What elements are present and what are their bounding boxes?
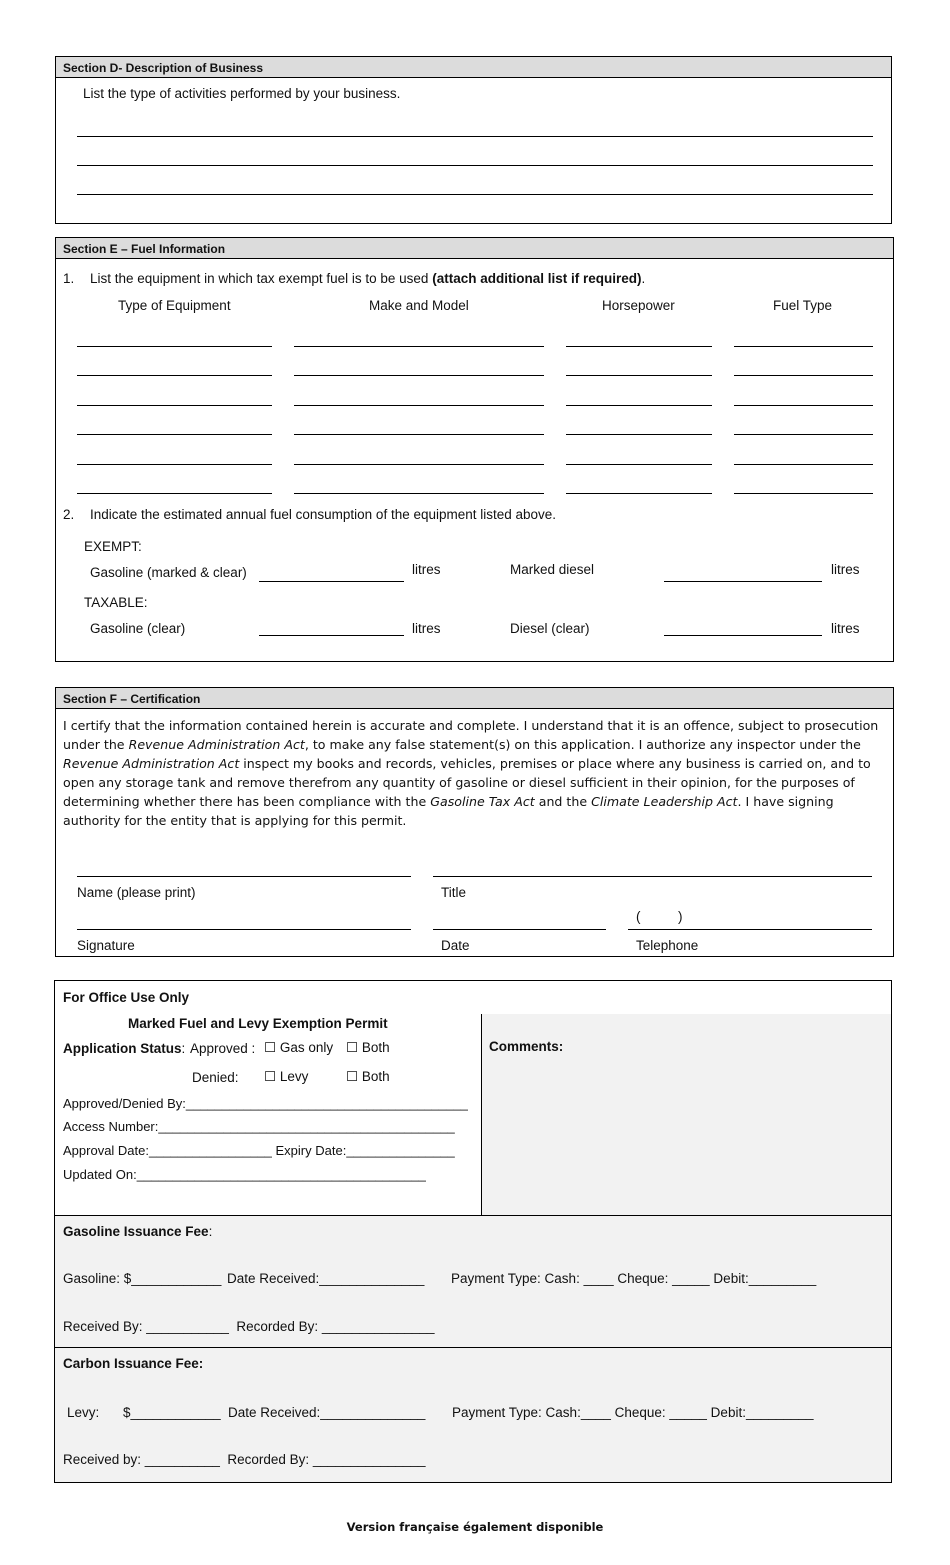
- col-type-of-equipment: Type of Equipment: [118, 298, 231, 313]
- equipment-row-6-make[interactable]: [294, 493, 544, 494]
- taxable-diesel-unit: litres: [831, 621, 860, 636]
- taxable-diesel-label: Diesel (clear): [510, 621, 590, 636]
- approved-gas-only-checkbox[interactable]: ☐ Gas only: [264, 1040, 334, 1055]
- activity-line-3[interactable]: [77, 194, 873, 195]
- gasoline-payment-type[interactable]: Payment Type: Cash: ____ Cheque: _____ Debit:_________: [451, 1271, 817, 1286]
- equipment-row-2-make[interactable]: [294, 375, 544, 376]
- gasoline-fee-panel: [55, 1215, 891, 1348]
- section-d: [55, 56, 892, 224]
- q1-number: 1.: [63, 271, 75, 286]
- taxable-diesel-field[interactable]: [664, 635, 822, 636]
- exempt-label: EXEMPT:: [84, 539, 142, 554]
- carbon-fee-title: Carbon Issuance Fee:: [63, 1356, 204, 1371]
- comments-label: Comments:: [489, 1039, 564, 1054]
- title-field[interactable]: [433, 876, 872, 877]
- equipment-row-4-hp[interactable]: [566, 434, 712, 435]
- exempt-diesel-unit: litres: [831, 562, 860, 577]
- equipment-row-4-make[interactable]: [294, 434, 544, 435]
- section-e-title: Section E – Fuel Information: [56, 238, 893, 259]
- approval-expiry-date[interactable]: Approval Date:_________________ Expiry Date:_______________: [63, 1143, 455, 1158]
- q2-number: 2.: [63, 507, 75, 522]
- signature-field[interactable]: [77, 929, 411, 930]
- taxable-gasoline-unit: litres: [412, 621, 441, 636]
- section-d-prompt: List the type of activities performed by your business.: [83, 86, 401, 101]
- approved-label: Approved :: [190, 1041, 256, 1056]
- activity-line-1[interactable]: [77, 136, 873, 137]
- taxable-label: TAXABLE:: [84, 595, 148, 610]
- approved-both-checkbox[interactable]: ☐ Both: [346, 1040, 390, 1055]
- gasoline-fee-title: Gasoline Issuance Fee:: [63, 1224, 213, 1239]
- application-status-row: Application Status:: [63, 1041, 186, 1056]
- equipment-row-1-hp[interactable]: [566, 346, 712, 347]
- comments-panel[interactable]: [482, 1014, 891, 1215]
- application-status-label: Application Status: [63, 1041, 182, 1056]
- date-field[interactable]: [433, 929, 606, 930]
- equipment-row-2-type[interactable]: [77, 375, 272, 376]
- carbon-payment-type[interactable]: Payment Type: Cash:____ Cheque: _____ Debit:_________: [452, 1405, 814, 1420]
- carbon-received-recorded-by[interactable]: Received by: __________ Recorded By: _______________: [63, 1452, 426, 1467]
- equipment-row-1-type[interactable]: [77, 346, 272, 347]
- gasoline-amount[interactable]: Gasoline: $____________: [63, 1271, 222, 1286]
- gasoline-date-received[interactable]: Date Received:______________: [227, 1271, 425, 1286]
- section-d-title: Section D- Description of Business: [56, 57, 891, 78]
- telephone-field[interactable]: [628, 929, 872, 930]
- access-number[interactable]: Access Number:_________________________________________: [63, 1119, 455, 1134]
- office-title: For Office Use Only: [63, 990, 190, 1005]
- carbon-fee-panel: [55, 1347, 891, 1482]
- levy-label: Levy:: [67, 1405, 100, 1420]
- equipment-row-3-hp[interactable]: [566, 405, 712, 406]
- signature-label: Signature: [77, 938, 135, 953]
- phone-parens: ( ): [636, 909, 683, 924]
- levy-amount[interactable]: $____________: [123, 1405, 221, 1420]
- equipment-row-5-type[interactable]: [77, 464, 272, 465]
- name-label: Name (please print): [77, 885, 196, 900]
- date-label: Date: [441, 938, 470, 953]
- equipment-row-5-hp[interactable]: [566, 464, 712, 465]
- equipment-row-3-make[interactable]: [294, 405, 544, 406]
- equipment-row-6-fuel[interactable]: [734, 493, 873, 494]
- office-title-row: [55, 981, 891, 1015]
- col-make-and-model: Make and Model: [369, 298, 469, 313]
- permit-panel: [55, 1014, 482, 1215]
- office-use-box: [54, 980, 892, 1483]
- exempt-gasoline-field[interactable]: [259, 581, 404, 582]
- updated-on[interactable]: Updated On:________________________________________: [63, 1167, 426, 1182]
- title-label: Title: [441, 885, 467, 900]
- equipment-row-4-fuel[interactable]: [734, 434, 873, 435]
- equipment-row-6-hp[interactable]: [566, 493, 712, 494]
- denied-levy-checkbox[interactable]: ☐ Levy: [264, 1069, 309, 1084]
- equipment-row-1-fuel[interactable]: [734, 346, 873, 347]
- activity-line-2[interactable]: [77, 165, 873, 166]
- equipment-row-2-fuel[interactable]: [734, 375, 873, 376]
- carbon-date-received[interactable]: Date Received:______________: [228, 1405, 426, 1420]
- q1-text: List the equipment in which tax exempt fuel is to be used (attach additional list if required).: [90, 271, 646, 286]
- section-f: [55, 687, 894, 957]
- taxable-gasoline-field[interactable]: [259, 635, 404, 636]
- col-horsepower: Horsepower: [602, 298, 675, 313]
- certification-text: I certify that the information contained herein is accurate and complete. I understand that it is an offence, subject to prosecution under the Revenue Administration Act, to make any false statement(s) on this application. I authorize any inspector under the Revenue Administration Act inspect my books and records, vehicles, premises or place where any business is carried on, and to open any storage tank and remove therefrom any quantity of gasoline or diesel sufficient in their opinion, for the purposes of determining whether there has been compliance with the Gasoline Tax Act and the Climate Leadership Act. I have signing authority for the entity that is applying for this permit.: [63, 718, 879, 828]
- footer-french-version: Version française également disponible: [346, 1520, 604, 1534]
- permit-title: Marked Fuel and Levy Exemption Permit: [128, 1016, 388, 1031]
- approved-denied-by[interactable]: Approved/Denied By:_______________________________________: [63, 1096, 468, 1111]
- section-f-title: Section F – Certification: [56, 688, 893, 709]
- equipment-row-1-make[interactable]: [294, 346, 544, 347]
- equipment-row-4-type[interactable]: [77, 434, 272, 435]
- denied-both-checkbox[interactable]: ☐ Both: [346, 1069, 390, 1084]
- name-field[interactable]: [77, 876, 411, 877]
- equipment-row-2-hp[interactable]: [566, 375, 712, 376]
- equipment-row-5-fuel[interactable]: [734, 464, 873, 465]
- equipment-row-5-make[interactable]: [294, 464, 544, 465]
- exempt-diesel-label: Marked diesel: [510, 562, 595, 577]
- denied-label: Denied:: [192, 1070, 239, 1085]
- equipment-row-3-fuel[interactable]: [734, 405, 873, 406]
- telephone-label: Telephone: [636, 938, 699, 953]
- exempt-gasoline-unit: litres: [412, 562, 441, 577]
- exempt-gasoline-label: Gasoline (marked & clear): [90, 565, 247, 580]
- exempt-diesel-field[interactable]: [664, 581, 822, 582]
- equipment-row-3-type[interactable]: [77, 405, 272, 406]
- section-e: [55, 237, 894, 662]
- gasoline-received-recorded-by[interactable]: Received By: ___________ Recorded By: _______________: [63, 1319, 435, 1334]
- taxable-gasoline-label: Gasoline (clear): [90, 621, 186, 636]
- q2-text: Indicate the estimated annual fuel consumption of the equipment listed above.: [90, 507, 557, 522]
- col-fuel-type: Fuel Type: [773, 298, 833, 313]
- equipment-row-6-type[interactable]: [77, 493, 272, 494]
